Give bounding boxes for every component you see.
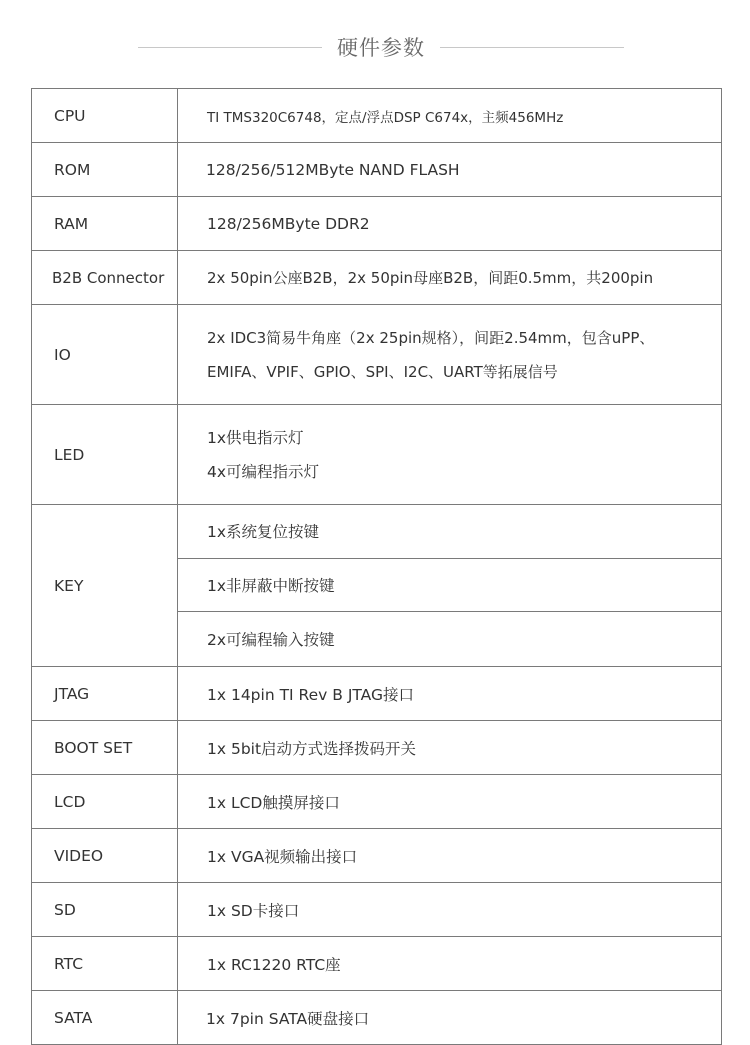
page-title: 硬件参数 <box>337 36 425 60</box>
table-row-sata <box>32 991 721 1045</box>
row-label: LCD <box>32 775 178 828</box>
row-label: RAM <box>32 197 178 250</box>
row-label: SATA <box>32 991 178 1044</box>
row-subcell: 1x非屏蔽中断按键 <box>178 559 721 613</box>
row-subcell: 2x可编程输入按键 <box>207 631 335 650</box>
row-value-line: 4x可编程指示灯 <box>207 462 320 481</box>
row-value: 1x VGA视频输出接口 <box>207 847 358 866</box>
hardware-spec-table <box>31 88 722 1045</box>
table-row-io <box>32 305 721 405</box>
table-row-sd <box>32 883 721 937</box>
row-label: KEY <box>32 505 178 666</box>
row-value: 2x 50pin公座B2B，2x 50pin母座B2B，间距0.5mm，共200pin <box>207 269 654 287</box>
row-label: BOOT SET <box>32 721 178 774</box>
row-label: IO <box>32 305 178 404</box>
row-value: 1x 5bit启动方式选择拨码开关 <box>207 739 417 758</box>
table-row-key <box>32 505 721 667</box>
row-value: TI TMS320C6748，定点/浮点DSP C674x，主频456MHz <box>207 109 564 126</box>
row-value: 128/256MByte DDR2 <box>207 214 370 233</box>
row-label: SD <box>32 883 178 936</box>
header-divider-right <box>440 47 624 48</box>
row-value: 1x SD卡接口 <box>207 901 300 920</box>
table-row-led <box>32 405 721 505</box>
row-value-line: EMIFA、VPIF、GPIO、SPI、I2C、UART等拓展信号 <box>207 362 558 381</box>
row-value-line: 1x供电指示灯 <box>207 428 304 447</box>
table-row-lcd <box>32 775 721 829</box>
row-value <box>178 305 721 404</box>
row-label: CPU <box>32 89 178 142</box>
row-value: 1x 14pin TI Rev B JTAG接口 <box>207 685 414 704</box>
row-value: 128/256/512MByte NAND FLASH <box>206 160 460 179</box>
row-value: 1x 7pin SATA硬盘接口 <box>206 1009 370 1028</box>
table-row-rtc <box>32 937 721 991</box>
table-row-boot-set <box>32 721 721 775</box>
row-label: VIDEO <box>32 829 178 882</box>
header-divider-left <box>138 47 322 48</box>
row-subcells <box>178 505 721 666</box>
table-row-b2b-connector <box>32 251 721 305</box>
row-subcell: 1x系统复位按键 <box>178 505 721 559</box>
table-row-rom <box>32 143 721 197</box>
row-label: ROM <box>32 143 178 196</box>
table-row-jtag <box>32 667 721 721</box>
section-header <box>0 30 750 64</box>
table-row-ram <box>32 197 721 251</box>
table-row-cpu <box>32 89 721 143</box>
row-label: RTC <box>32 937 178 990</box>
row-value-line: 2x IDC3简易牛角座（2x 25pin规格），间距2.54mm，包含uPP、 <box>207 328 655 347</box>
row-value: 1x LCD触摸屏接口 <box>207 793 340 812</box>
table-row-video <box>32 829 721 883</box>
row-label: LED <box>32 405 178 504</box>
row-label: JTAG <box>32 667 178 720</box>
row-label: B2B Connector <box>32 251 178 304</box>
row-value: 1x RC1220 RTC座 <box>207 955 341 974</box>
row-value <box>178 405 721 504</box>
